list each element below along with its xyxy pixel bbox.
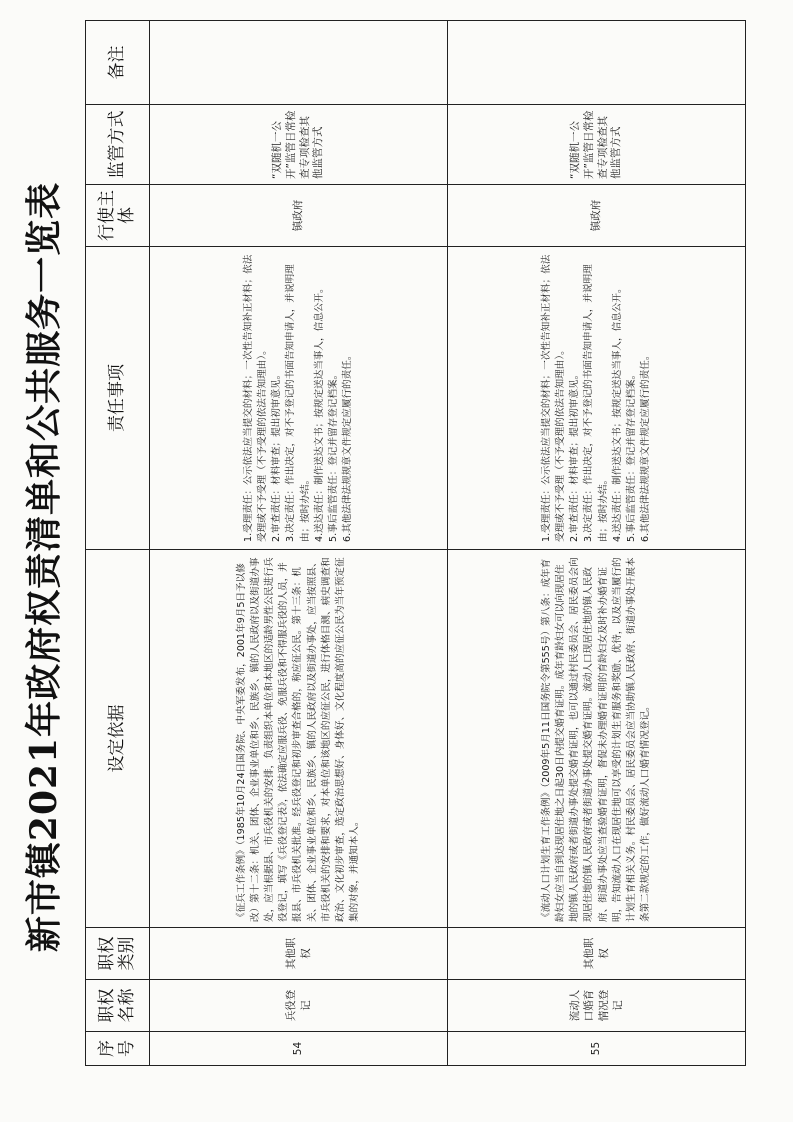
cell-seq: 55 xyxy=(448,1032,746,1066)
table-header-row xyxy=(86,21,150,1066)
cell-remarks xyxy=(150,21,448,105)
responsibility-item: 2.审查责任：材料审查；提出初审意见。 xyxy=(271,369,283,542)
table-row xyxy=(150,21,448,1066)
responsibility-item: 3.决定责任：作出决定，对不予登记的书面告知申请人，并说明理由；按时办结。 xyxy=(285,264,311,542)
cell-category: 其他职权 xyxy=(448,928,746,980)
table-row xyxy=(448,21,746,1066)
cell-name: 兵役登记 xyxy=(150,980,448,1032)
header-subject: 行使主体 xyxy=(86,185,150,247)
responsibility-item: 3.决定责任：作出决定，对不予登记的书面告知申请人，并说明理由；按时办结。 xyxy=(583,264,609,542)
header-seq: 序号 xyxy=(86,1032,150,1066)
cell-category: 其他职权 xyxy=(150,928,448,980)
cell-supervision: “双随机一公开”监管日常检查专项检查其他监管方式 xyxy=(448,105,746,185)
cell-subject: 镇政府 xyxy=(448,185,746,247)
responsibility-item: 5.事后监管责任：登记并留存登记档案。 xyxy=(625,369,637,542)
cell-responsibility xyxy=(448,247,746,550)
responsibility-item: 1.受理责任：公示依法应当提交的材料；一次性告知补正材料；依法受理或不予受理（不予受理的依法告知理由）。 xyxy=(242,254,268,542)
header-basis: 设定依据 xyxy=(86,550,150,928)
page-title: 新市镇2021年政府权责清单和公共服务一览表 xyxy=(23,181,65,953)
authority-table xyxy=(85,20,746,1066)
responsibility-item: 6.其他法律法规规章文件规定应履行的责任。 xyxy=(640,350,652,542)
responsibility-item: 2.审查责任：材料审查；提出初审意见。 xyxy=(569,369,581,542)
cell-remarks xyxy=(448,21,746,105)
cell-subject: 镇政府 xyxy=(150,185,448,247)
header-remarks: 备注 xyxy=(86,21,150,105)
responsibility-item: 4.送达责任：制作送达文书；按规定送达当事人，信息公开。 xyxy=(313,283,325,542)
header-responsibility: 责任事项 xyxy=(86,247,150,550)
header-name: 职权名称 xyxy=(86,980,150,1032)
cell-supervision: “双随机一公开”监管日常检查专项检查其他监管方式 xyxy=(150,105,448,185)
cell-seq: 54 xyxy=(150,1032,448,1066)
cell-basis: 《征兵工作条例》（1985年10月24日国务院、中央军委发布，2001年9月5日予以修改）第十二条：机关、团体、企业事业单位和乡、民族乡、镇的人民政府以及街道办事处，应当根据县、市兵役机关的安排，负责组织本单位和本地区的适龄男性公民进行兵役登记，填写《兵役登记表》，依法确定应服兵役、免服兵役和不得服兵役的人员，并报县、市兵役机关批准。经兵役登记和初步审查合格的，称应征公民。第十三条：机关、团体、企业事业单位和乡、民族乡、镇的人民政府以及街道办事处，应当按照县、市兵役机关的安排和要求，对本单位和该地区的应征公民，进行体格目测、病史调查和政治、文化初步审查，选定政治思想好、身体好、文化程度高的应征公民为当年预定征集的对象，并通知本人。 xyxy=(150,550,448,928)
header-supervision: 监管方式 xyxy=(86,105,150,185)
cell-responsibility xyxy=(150,247,448,550)
responsibility-item: 4.送达责任：制作送达文书；按规定送达当事人，信息公开。 xyxy=(611,283,623,542)
header-category: 职权类别 xyxy=(86,928,150,980)
cell-name: 流动人口婚育情况登记 xyxy=(448,980,746,1032)
responsibility-item: 5.事后监管责任：登记并留存登记档案。 xyxy=(327,369,339,542)
responsibility-item: 1.受理责任：公示依法应当提交的材料；一次性告知补正材料；依法受理或不予受理（不予受理的依法告知理由）。 xyxy=(540,254,566,542)
cell-basis: 《流动人口计划生育工作条例》（2009年5月11日国务院令第555号）第八条：成年育龄妇女应当自到达现居住地之日起30日内提交婚育证明。成年育龄妇女可以向现居住地的镇人民政府或者街道办事处提交婚育证明，也可以通过村民委员会、居民委员会向现居住地的镇人民政府或者街道办事处提交婚育证明。流动人口现居住地的镇人民政府、街道办事处应当查验婚育证明，督促未办理婚育证明的育龄妇女及时补办婚育证明，告知流动人口在现居住地可以享受的计划生育服务和奖励、优待，以及应当履行的计划生育相关义务。村民委员会、居民委员会应当协助镇人民政府、街道办事处开展本条第二款规定的工作，做好流动人口婚育情况登记。 xyxy=(448,550,746,928)
responsibility-item: 6.其他法律法规规章文件规定应履行的责任。 xyxy=(342,350,354,542)
